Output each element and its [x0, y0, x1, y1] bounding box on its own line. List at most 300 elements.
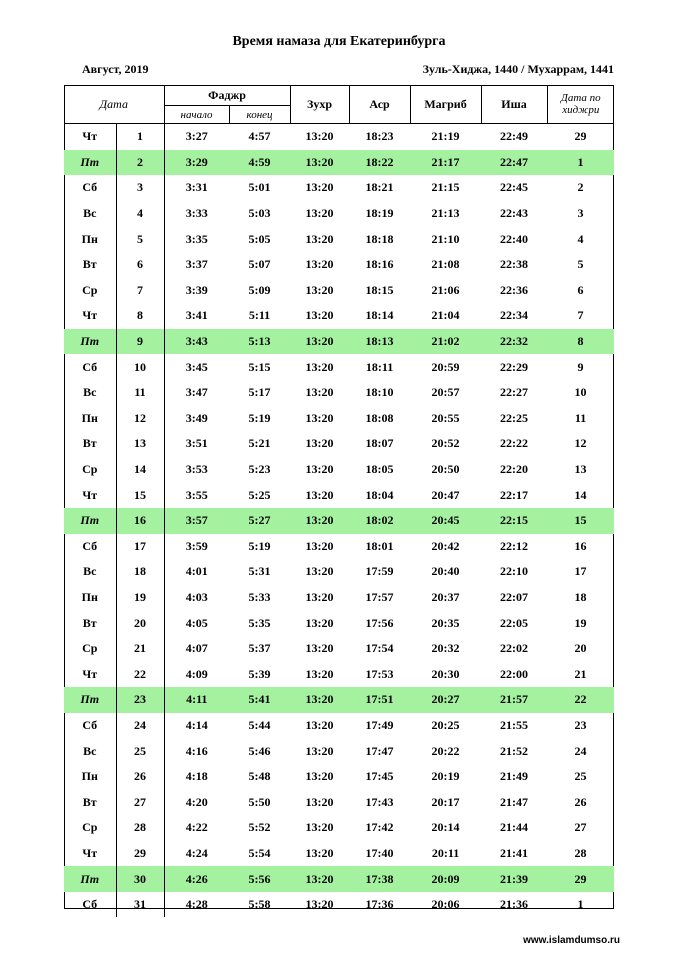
- isha-cell: 22:29: [500, 359, 529, 374]
- table-row: [64, 201, 614, 227]
- date-cell: 23: [116, 687, 164, 713]
- table-row: [64, 559, 614, 585]
- prayer-times-table: [64, 85, 614, 917]
- table-row: [64, 457, 614, 483]
- weekday-cell: Сб: [64, 713, 116, 739]
- zuhr-cell: 13:20: [305, 717, 334, 732]
- asr-cell: 18:05: [365, 462, 394, 477]
- date-cell: 29: [116, 841, 164, 867]
- isha-cell: 22:05: [500, 615, 529, 630]
- fajr-start-cell: 3:59: [185, 538, 208, 553]
- isha-cell: 22:15: [481, 508, 547, 534]
- zuhr-cell: 13:20: [305, 615, 334, 630]
- isha-cell: 22:10: [500, 564, 529, 579]
- hijri-date-cell: 1: [577, 897, 584, 912]
- table-row: [64, 585, 614, 611]
- page-title: Время намаза для Екатеринбурга: [232, 34, 446, 49]
- weekday-cell: Пн: [64, 585, 116, 611]
- date-cell: 3: [116, 175, 164, 201]
- zuhr-cell: 13:20: [290, 508, 349, 534]
- date-cell: 6: [116, 252, 164, 278]
- isha-cell: 21:41: [500, 845, 529, 860]
- date-cell: 11: [116, 380, 164, 406]
- fajr-start-cell: 3:27: [185, 129, 208, 144]
- fajr-end-cell: 5:33: [248, 589, 271, 604]
- asr-cell: 18:13: [349, 329, 410, 355]
- date-cell: 22: [116, 661, 164, 687]
- weekday-cell: Чт: [64, 482, 116, 508]
- maghrib-cell: 20:14: [431, 820, 460, 835]
- header-maghrib: Магриб: [410, 85, 481, 124]
- weekday-cell: Пн: [64, 226, 116, 252]
- zuhr-cell: 13:20: [305, 666, 334, 681]
- table-row: [64, 278, 614, 304]
- weekday-cell: Вт: [64, 252, 116, 278]
- fajr-end-cell: 5:11: [248, 308, 271, 323]
- hijri-date-cell: 25: [574, 769, 587, 784]
- hijri-date-cell: 17: [574, 564, 587, 579]
- asr-cell: 17:47: [365, 743, 394, 758]
- isha-cell: 22:12: [500, 538, 529, 553]
- table-row: [64, 124, 614, 150]
- asr-cell: 18:11: [365, 359, 394, 374]
- maghrib-cell: 21:08: [431, 257, 460, 272]
- zuhr-cell: 13:20: [305, 462, 334, 477]
- table-row: [64, 150, 614, 176]
- fajr-start-cell: 3:55: [185, 487, 208, 502]
- weekday-cell: Пт: [64, 687, 116, 713]
- asr-cell: 17:45: [365, 769, 394, 784]
- fajr-start-cell: 4:14: [185, 717, 208, 732]
- maghrib-cell: 20:11: [431, 845, 460, 860]
- maghrib-cell: 20:37: [431, 589, 460, 604]
- date-cell: 20: [116, 610, 164, 636]
- isha-cell: 22:25: [500, 410, 529, 425]
- asr-cell: 17:42: [365, 820, 394, 835]
- fajr-start-cell: 3:57: [164, 508, 229, 534]
- weekday-cell: Чт: [64, 841, 116, 867]
- isha-cell: 21:57: [481, 687, 547, 713]
- zuhr-cell: 13:20: [305, 231, 334, 246]
- maghrib-cell: 20:47: [431, 487, 460, 502]
- weekday-cell: Ср: [64, 278, 116, 304]
- date-cell: 19: [116, 585, 164, 611]
- date-cell: 14: [116, 457, 164, 483]
- table-row: [64, 380, 614, 406]
- fajr-end-cell: 5:54: [248, 845, 271, 860]
- hijri-date-cell: 20: [574, 641, 587, 656]
- asr-cell: 18:02: [349, 508, 410, 534]
- isha-cell: 21:52: [500, 743, 529, 758]
- zuhr-cell: 13:20: [305, 743, 334, 758]
- date-cell: 25: [116, 738, 164, 764]
- fajr-start-cell: 3:49: [185, 410, 208, 425]
- fajr-start-cell: 4:03: [185, 589, 208, 604]
- date-cell: 7: [116, 278, 164, 304]
- date-cell: 18: [116, 559, 164, 585]
- weekday-cell: Вт: [64, 789, 116, 815]
- header-hijri-date: [547, 85, 614, 124]
- fajr-end-cell: 5:31: [248, 564, 271, 579]
- asr-cell: 17:51: [349, 687, 410, 713]
- table-row: [64, 508, 614, 534]
- hijri-range-label: Зуль-Хиджа, 1440 / Мухаррам, 1441: [422, 62, 614, 76]
- fajr-end-cell: 5:07: [248, 257, 271, 272]
- hijri-date-cell: 27: [574, 820, 587, 835]
- hijri-date-cell: 12: [574, 436, 587, 451]
- fajr-start-cell: 4:07: [185, 641, 208, 656]
- date-cell: 26: [116, 764, 164, 790]
- fajr-start-cell: 3:29: [164, 150, 229, 176]
- fajr-end-cell: 4:59: [229, 150, 290, 176]
- table-body: [64, 124, 614, 918]
- date-cell: 24: [116, 713, 164, 739]
- table-row: [64, 789, 614, 815]
- asr-cell: 18:08: [365, 410, 394, 425]
- fajr-start-cell: 3:39: [185, 282, 208, 297]
- isha-cell: 22:40: [500, 231, 529, 246]
- asr-cell: 18:07: [365, 436, 394, 451]
- hijri-date-cell: 2: [577, 180, 584, 195]
- header-zuhr: Зухр: [290, 85, 349, 124]
- maghrib-cell: 20:09: [410, 866, 481, 892]
- table-row: [64, 226, 614, 252]
- table-row: [64, 482, 614, 508]
- asr-cell: 17:40: [365, 845, 394, 860]
- maghrib-cell: 20:32: [431, 641, 460, 656]
- date-cell: 31: [116, 892, 164, 918]
- hijri-date-cell: 18: [574, 589, 587, 604]
- fajr-end-cell: 5:35: [248, 615, 271, 630]
- table-row: [64, 661, 614, 687]
- maghrib-cell: 20:35: [431, 615, 460, 630]
- weekday-cell: Сб: [64, 175, 116, 201]
- zuhr-cell: 13:20: [290, 687, 349, 713]
- header-asr: Аср: [349, 85, 410, 124]
- fajr-end-cell: 5:37: [248, 641, 271, 656]
- weekday-cell: Сб: [64, 892, 116, 918]
- fajr-start-cell: 4:22: [185, 820, 208, 835]
- weekday-cell: Пт: [64, 866, 116, 892]
- fajr-start-cell: 4:05: [185, 615, 208, 630]
- weekday-cell: Пн: [64, 764, 116, 790]
- asr-cell: 17:36: [365, 897, 394, 912]
- zuhr-cell: 13:20: [305, 845, 334, 860]
- weekday-cell: Ср: [64, 815, 116, 841]
- zuhr-cell: 13:20: [290, 329, 349, 355]
- zuhr-cell: 13:20: [305, 487, 334, 502]
- table-row: [64, 713, 614, 739]
- hijri-date-cell: 16: [574, 538, 587, 553]
- asr-cell: 17:57: [365, 589, 394, 604]
- fajr-end-cell: 5:19: [248, 410, 271, 425]
- fajr-end-cell: 5:58: [248, 897, 271, 912]
- weekday-cell: Вс: [64, 738, 116, 764]
- table-row: [64, 431, 614, 457]
- weekday-cell: Вс: [64, 380, 116, 406]
- weekday-cell: Пт: [64, 508, 116, 534]
- weekday-cell: Чт: [64, 661, 116, 687]
- fajr-start-cell: 4:24: [185, 845, 208, 860]
- fajr-end-cell: 5:01: [248, 180, 271, 195]
- hijri-date-cell: 28: [574, 845, 587, 860]
- fajr-start-cell: 3:51: [185, 436, 208, 451]
- weekday-cell: Чт: [64, 303, 116, 329]
- fajr-end-cell: 5:05: [248, 231, 271, 246]
- header-fajr-end: конец: [229, 106, 290, 124]
- isha-cell: 22:36: [500, 282, 529, 297]
- zuhr-cell: 13:20: [305, 129, 334, 144]
- hijri-date-cell: 29: [547, 866, 614, 892]
- isha-cell: 22:43: [500, 206, 529, 221]
- hijri-date-cell: 23: [574, 717, 587, 732]
- asr-cell: 18:04: [365, 487, 394, 502]
- fajr-start-cell: 4:09: [185, 666, 208, 681]
- fajr-start-cell: 3:37: [185, 257, 208, 272]
- maghrib-cell: 20:30: [431, 666, 460, 681]
- fajr-end-cell: 5:23: [248, 462, 271, 477]
- hijri-date-cell: 10: [574, 385, 587, 400]
- fajr-start-cell: 4:28: [185, 897, 208, 912]
- date-cell: 13: [116, 431, 164, 457]
- maghrib-cell: 20:52: [431, 436, 460, 451]
- weekday-cell: Ср: [64, 457, 116, 483]
- fajr-start-cell: 3:35: [185, 231, 208, 246]
- asr-cell: 18:18: [365, 231, 394, 246]
- fajr-end-cell: 5:48: [248, 769, 271, 784]
- asr-cell: 17:49: [365, 717, 394, 732]
- fajr-start-cell: 3:45: [185, 359, 208, 374]
- hijri-date-cell: 9: [577, 359, 584, 374]
- zuhr-cell: 13:20: [305, 410, 334, 425]
- table-row: [64, 892, 614, 918]
- maghrib-cell: 20:25: [431, 717, 460, 732]
- isha-cell: 22:22: [500, 436, 529, 451]
- asr-cell: 18:21: [365, 180, 394, 195]
- zuhr-cell: 13:20: [305, 641, 334, 656]
- asr-cell: 17:54: [365, 641, 394, 656]
- hijri-date-cell: 19: [574, 615, 587, 630]
- weekday-cell: Вт: [64, 431, 116, 457]
- asr-cell: 17:43: [365, 794, 394, 809]
- maghrib-cell: 20:06: [431, 897, 460, 912]
- fajr-start-cell: 4:20: [185, 794, 208, 809]
- isha-cell: 22:17: [500, 487, 529, 502]
- isha-cell: 21:49: [500, 769, 529, 784]
- isha-cell: 22:34: [500, 308, 529, 323]
- fajr-start-cell: 4:01: [185, 564, 208, 579]
- table-row: [64, 764, 614, 790]
- maghrib-cell: 21:10: [431, 231, 460, 246]
- table-row: [64, 175, 614, 201]
- fajr-end-cell: 5:27: [229, 508, 290, 534]
- fajr-start-cell: 3:43: [164, 329, 229, 355]
- zuhr-cell: 13:20: [305, 589, 334, 604]
- table-row: [64, 866, 614, 892]
- asr-cell: 18:15: [365, 282, 394, 297]
- hijri-date-cell: 15: [547, 508, 614, 534]
- date-cell: 1: [116, 124, 164, 150]
- date-cell: 5: [116, 226, 164, 252]
- zuhr-cell: 13:20: [305, 436, 334, 451]
- hijri-date-cell: 11: [574, 410, 587, 425]
- zuhr-cell: 13:20: [305, 359, 334, 374]
- fajr-start-cell: 3:31: [185, 180, 208, 195]
- date-cell: 15: [116, 482, 164, 508]
- date-cell: 28: [116, 815, 164, 841]
- maghrib-cell: 20:45: [410, 508, 481, 534]
- fajr-start-cell: 4:16: [185, 743, 208, 758]
- asr-cell: 17:56: [365, 615, 394, 630]
- header-hijri-line2: хиджри: [562, 104, 600, 116]
- zuhr-cell: 13:20: [305, 794, 334, 809]
- weekday-cell: Чт: [64, 124, 116, 150]
- isha-cell: 22:02: [500, 641, 529, 656]
- isha-cell: 22:32: [481, 329, 547, 355]
- isha-cell: 22:00: [500, 666, 529, 681]
- maghrib-cell: 20:40: [431, 564, 460, 579]
- date-cell: 30: [116, 866, 164, 892]
- fajr-start-cell: 4:11: [164, 687, 229, 713]
- fajr-end-cell: 5:25: [248, 487, 271, 502]
- table-row: [64, 252, 614, 278]
- hijri-date-cell: 13: [574, 462, 587, 477]
- maghrib-cell: 20:50: [431, 462, 460, 477]
- date-cell: 4: [116, 201, 164, 227]
- hijri-date-cell: 1: [547, 150, 614, 176]
- asr-cell: 17:38: [349, 866, 410, 892]
- table-row: [64, 610, 614, 636]
- zuhr-cell: 13:20: [305, 820, 334, 835]
- weekday-cell: Пт: [64, 329, 116, 355]
- date-cell: 21: [116, 636, 164, 662]
- asr-cell: 18:22: [349, 150, 410, 176]
- isha-cell: 21:55: [500, 717, 529, 732]
- hijri-date-cell: 21: [574, 666, 587, 681]
- isha-cell: 22:20: [500, 462, 529, 477]
- asr-cell: 18:19: [365, 206, 394, 221]
- fajr-end-cell: 5:19: [248, 538, 271, 553]
- month-label: Август, 2019: [82, 62, 149, 76]
- asr-cell: 17:53: [365, 666, 394, 681]
- asr-cell: 17:59: [365, 564, 394, 579]
- hijri-date-cell: 4: [577, 231, 584, 246]
- fajr-start-cell: 4:18: [185, 769, 208, 784]
- table-row: [64, 406, 614, 432]
- asr-cell: 18:10: [365, 385, 394, 400]
- website-footer: www.islamdumso.ru: [523, 935, 620, 946]
- fajr-end-cell: 4:57: [248, 129, 271, 144]
- fajr-start-cell: 3:47: [185, 385, 208, 400]
- zuhr-cell: 13:20: [305, 385, 334, 400]
- fajr-end-cell: 5:15: [248, 359, 271, 374]
- table-row: [64, 354, 614, 380]
- hijri-date-cell: 14: [574, 487, 587, 502]
- fajr-end-cell: 5:09: [248, 282, 271, 297]
- zuhr-cell: 13:20: [305, 308, 334, 323]
- weekday-cell: Сб: [64, 534, 116, 560]
- date-cell: 9: [116, 329, 164, 355]
- fajr-start-cell: 4:26: [164, 866, 229, 892]
- isha-cell: 21:36: [500, 897, 529, 912]
- zuhr-cell: 13:20: [305, 564, 334, 579]
- hijri-date-cell: 22: [547, 687, 614, 713]
- asr-cell: 18:14: [365, 308, 394, 323]
- maghrib-cell: 21:17: [410, 150, 481, 176]
- header-fajr: Фаджр: [164, 85, 290, 106]
- zuhr-cell: 13:20: [290, 150, 349, 176]
- fajr-end-cell: 5:39: [248, 666, 271, 681]
- header-isha: Иша: [481, 85, 547, 124]
- zuhr-cell: 13:20: [305, 769, 334, 784]
- isha-cell: 22:38: [500, 257, 529, 272]
- maghrib-cell: 20:17: [431, 794, 460, 809]
- zuhr-cell: 13:20: [305, 180, 334, 195]
- isha-cell: 22:49: [500, 129, 529, 144]
- maghrib-cell: 21:04: [431, 308, 460, 323]
- fajr-start-cell: 3:41: [185, 308, 208, 323]
- weekday-cell: Ср: [64, 636, 116, 662]
- fajr-start-cell: 3:53: [185, 462, 208, 477]
- fajr-start-cell: 3:33: [185, 206, 208, 221]
- isha-cell: 21:44: [500, 820, 529, 835]
- zuhr-cell: 13:20: [305, 538, 334, 553]
- isha-cell: 22:27: [500, 385, 529, 400]
- isha-cell: 22:47: [481, 150, 547, 176]
- fajr-end-cell: 5:52: [248, 820, 271, 835]
- asr-cell: 18:01: [365, 538, 394, 553]
- weekday-cell: Сб: [64, 354, 116, 380]
- table-row: [64, 841, 614, 867]
- asr-cell: 18:23: [365, 129, 394, 144]
- weekday-cell: Пт: [64, 150, 116, 176]
- maghrib-cell: 20:22: [431, 743, 460, 758]
- fajr-end-cell: 5:41: [229, 687, 290, 713]
- header-date: Дата: [64, 85, 164, 124]
- table-row: [64, 329, 614, 355]
- weekday-cell: Вс: [64, 559, 116, 585]
- hijri-date-cell: 5: [577, 257, 584, 272]
- table-row: [64, 303, 614, 329]
- date-cell: 8: [116, 303, 164, 329]
- hijri-date-cell: 7: [577, 308, 584, 323]
- isha-cell: 22:45: [500, 180, 529, 195]
- isha-cell: 21:47: [500, 794, 529, 809]
- weekday-cell: Вс: [64, 201, 116, 227]
- date-cell: 16: [116, 508, 164, 534]
- table-row: [64, 687, 614, 713]
- hijri-date-cell: 8: [547, 329, 614, 355]
- header-fajr-start: начало: [164, 106, 229, 124]
- hijri-date-cell: 24: [574, 743, 587, 758]
- hijri-date-cell: 29: [574, 129, 587, 144]
- hijri-date-cell: 3: [577, 206, 584, 221]
- table-row: [64, 534, 614, 560]
- maghrib-cell: 21:13: [431, 206, 460, 221]
- maghrib-cell: 20:57: [431, 385, 460, 400]
- table-row: [64, 636, 614, 662]
- hijri-date-cell: 6: [577, 282, 584, 297]
- maghrib-cell: 20:42: [431, 538, 460, 553]
- zuhr-cell: 13:20: [305, 257, 334, 272]
- zuhr-cell: 13:20: [305, 282, 334, 297]
- fajr-end-cell: 5:46: [248, 743, 271, 758]
- fajr-end-cell: 5:44: [248, 717, 271, 732]
- weekday-cell: Пн: [64, 406, 116, 432]
- isha-cell: 21:39: [481, 866, 547, 892]
- maghrib-cell: 21:15: [431, 180, 460, 195]
- date-cell: 10: [116, 354, 164, 380]
